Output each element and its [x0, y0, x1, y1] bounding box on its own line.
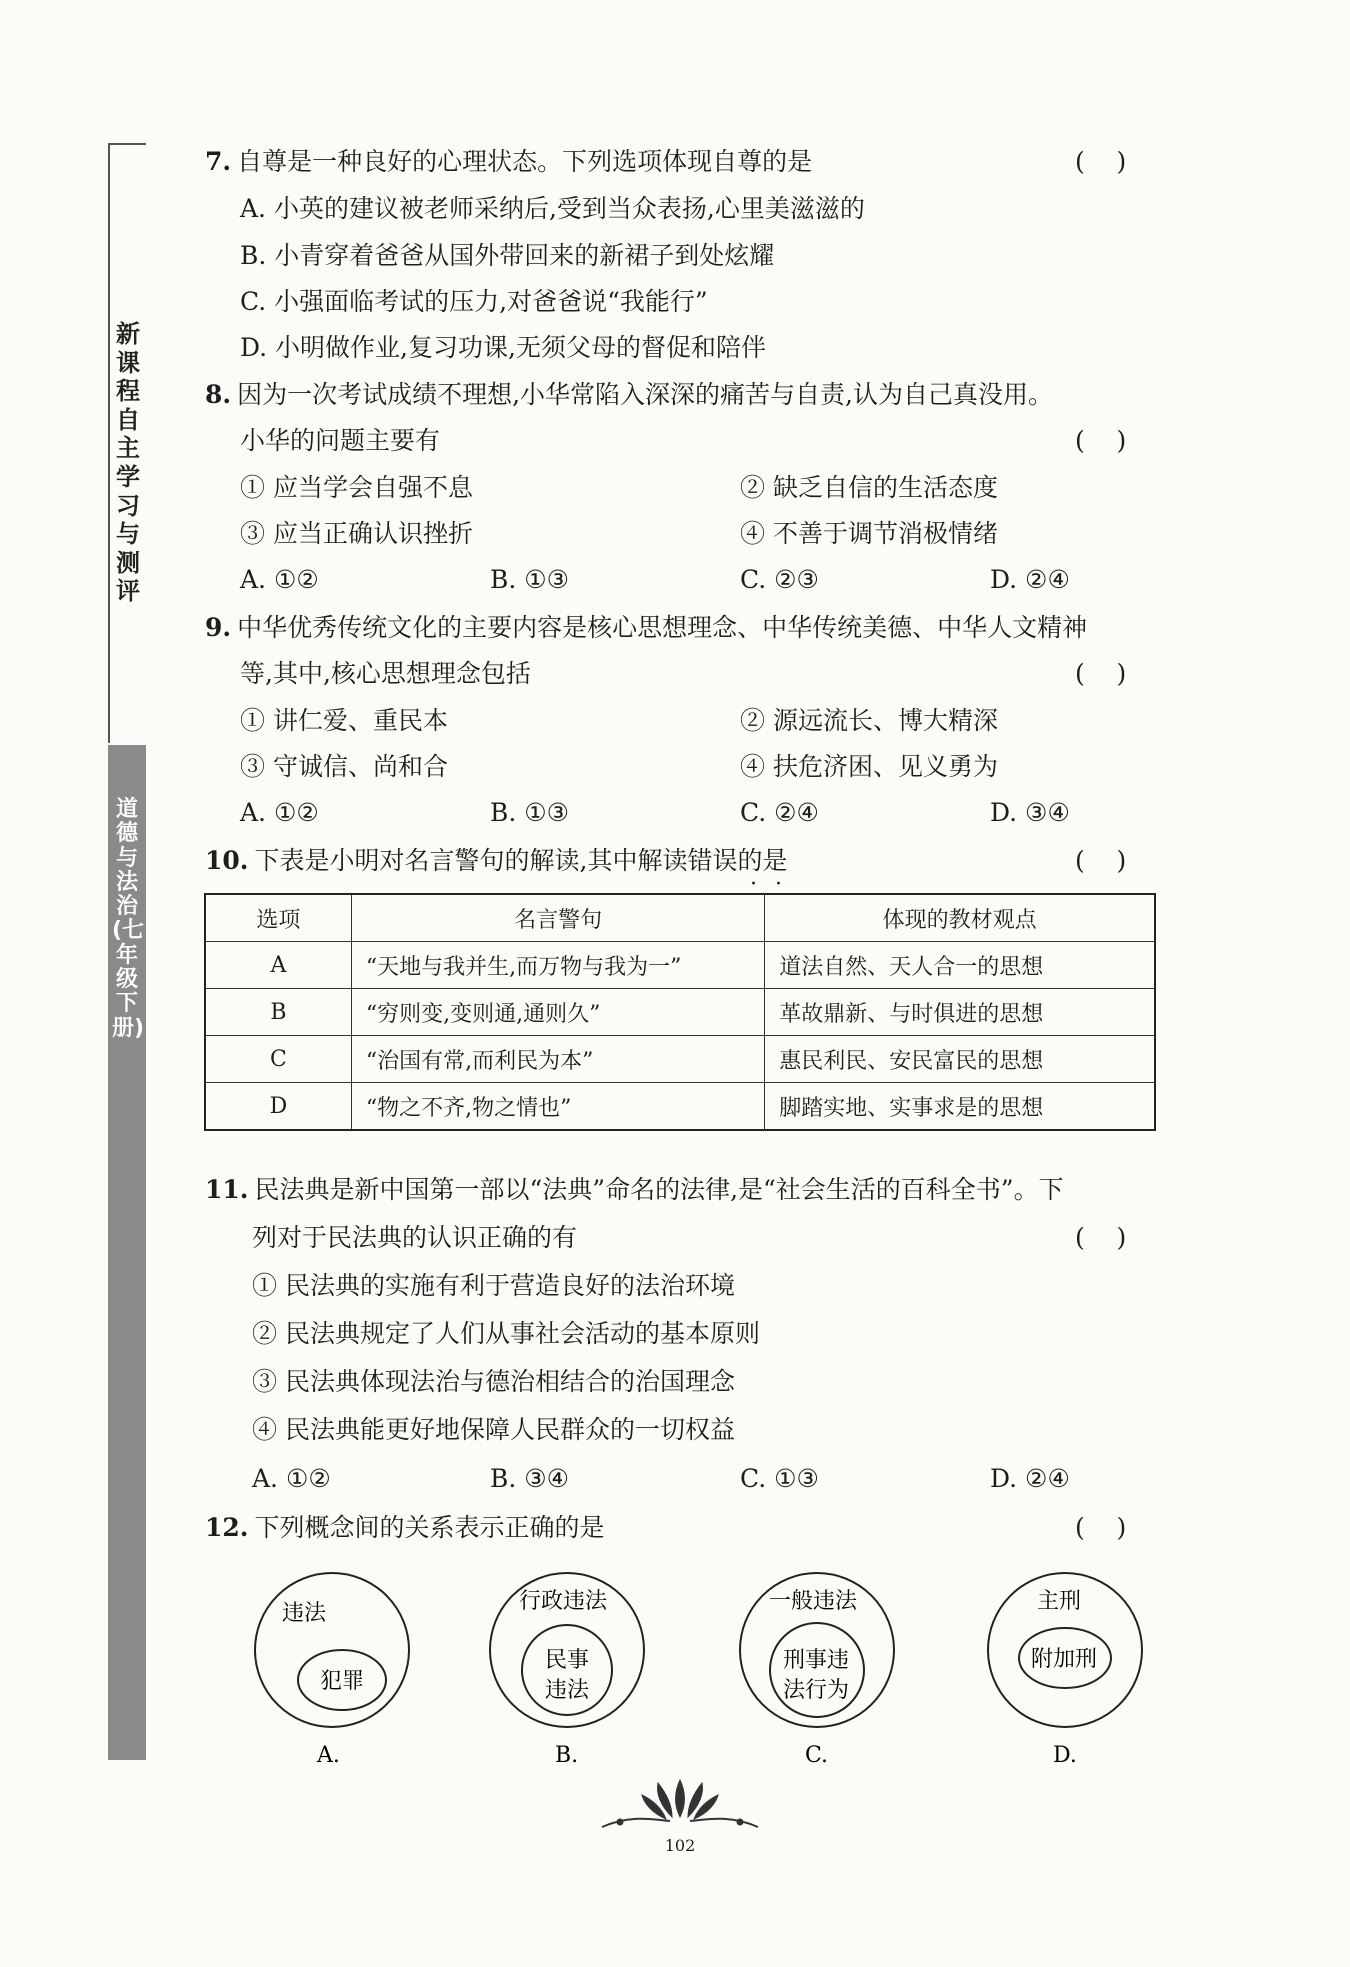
answer-parentheses: ( ) — [1075, 426, 1127, 455]
table-cell: “穷则变,变则通,通则久” — [351, 989, 764, 1036]
question-12-stem: 12. 下列概念间的关系表示正确的是 — [205, 1513, 605, 1542]
table-cell: “天地与我并生,而万物与我为一” — [351, 942, 764, 989]
question-number: 7. — [205, 147, 232, 176]
inner-label: 犯罪 — [320, 1669, 365, 1694]
option-a: A. ①② — [240, 798, 319, 827]
question-7-stem: 7. 自尊是一种良好的心理状态。下列选项体现自尊的是 — [205, 147, 813, 176]
table-header-row — [205, 894, 1155, 942]
statement-3: ③ 应当正确认识挫折 — [240, 519, 473, 548]
question-number: 8. — [205, 380, 232, 409]
answer-parentheses: ( ) — [1075, 659, 1127, 688]
table-cell: 道法自然、天人合一的思想 — [765, 942, 1155, 989]
question-10-stem: 10. 下表是小明对名言警句的解读,其中解读错误的是 — [205, 846, 788, 875]
table-cell: 惠民利民、安民富民的思想 — [765, 1036, 1155, 1083]
statement-1: ① 应当学会自强不息 — [240, 473, 473, 502]
option-b: B. ③④ — [490, 1464, 570, 1493]
question-9-stem-cont: 等,其中,核心思想理念包括 — [240, 659, 531, 688]
table-cell: B — [205, 989, 351, 1036]
venn-diagram-d — [985, 1570, 1145, 1770]
table-header: 名言警句 — [351, 894, 764, 942]
question-8-stem-cont: 小华的问题主要有 — [240, 426, 441, 455]
inner-label-line1: 刑事违 — [783, 1648, 850, 1673]
table-cell: A — [205, 942, 351, 989]
swirl-left — [602, 1819, 670, 1827]
sidebar-subject-title: 道德与法治(七年级下册) — [112, 797, 145, 1041]
option-a: A. ①② — [252, 1464, 331, 1493]
table-row — [205, 942, 1155, 989]
option-b: B. ①③ — [490, 565, 570, 594]
diagram-label: A. — [317, 1743, 340, 1768]
inner-label-line2: 法行为 — [783, 1678, 850, 1703]
table-cell: “物之不齐,物之情也” — [351, 1083, 764, 1131]
statement-3: ③ 守诚信、尚和合 — [240, 752, 448, 781]
statement-1: ① 民法典的实施有利于营造良好的法治环境 — [252, 1271, 735, 1300]
outer-label: 一般违法 — [769, 1589, 858, 1614]
question-11-stem-cont: 列对于民法典的认识正确的有 — [252, 1223, 578, 1252]
table-header: 体现的教材观点 — [765, 894, 1155, 942]
option-a: A. 小英的建议被老师采纳后,受到当众表扬,心里美滋滋的 — [240, 194, 865, 223]
quotes-table — [204, 893, 1156, 1131]
table-header: 选项 — [205, 894, 351, 942]
statement-4: ④ 民法典能更好地保障人民群众的一切权益 — [252, 1415, 735, 1444]
question-number: 10. — [205, 846, 249, 875]
venn-diagram-b — [487, 1570, 647, 1770]
statement-3: ③ 民法典体现法治与德治相结合的治国理念 — [252, 1367, 735, 1396]
question-number: 11. — [205, 1175, 249, 1204]
statement-2: ② 源远流长、博大精深 — [740, 706, 998, 735]
table-cell: 革故鼎新、与时俱进的思想 — [765, 989, 1155, 1036]
question-11-stem: 11. 民法典是新中国第一部以“法典”命名的法律,是“社会生活的百科全书”。下 — [205, 1175, 1064, 1204]
swirl-right — [690, 1819, 758, 1827]
inner-label: 附加刑 — [1031, 1647, 1098, 1672]
option-d: D. ③④ — [990, 798, 1070, 827]
option-c: C. ②④ — [740, 798, 819, 827]
leaf-center — [676, 1780, 685, 1817]
table-row — [205, 1036, 1155, 1083]
dot-right — [737, 1819, 743, 1825]
table-cell: C — [205, 1036, 351, 1083]
table-cell: D — [205, 1083, 351, 1131]
inner-label-line2: 违法 — [545, 1678, 590, 1703]
page-number: 102 — [664, 1836, 696, 1855]
option-c: C. ①③ — [740, 1464, 819, 1493]
table-row — [205, 989, 1155, 1036]
answer-parentheses: ( ) — [1075, 1513, 1127, 1542]
inner-label-line1: 民事 — [545, 1648, 590, 1673]
option-d: D. 小明做作业,复习功课,无须父母的督促和陪伴 — [240, 333, 766, 362]
option-c: C. 小强面临考试的压力,对爸爸说“我能行” — [240, 287, 708, 316]
outer-label: 违法 — [282, 1601, 327, 1626]
statement-2: ② 缺乏自信的生活态度 — [740, 473, 998, 502]
diagram-label: D. — [1053, 1743, 1077, 1768]
diagram-label: B. — [555, 1743, 579, 1768]
table-cell: “治国有常,而利民为本” — [351, 1036, 764, 1083]
dot-left — [617, 1819, 623, 1825]
question-8-stem: 8. 因为一次考试成绩不理想,小华常陷入深深的痛苦与自责,认为自己真没用。 — [205, 380, 1054, 409]
table-cell: 脚踏实地、实事求是的思想 — [765, 1083, 1155, 1131]
option-b: B. 小青穿着爸爸从国外带回来的新裙子到处炫耀 — [240, 241, 775, 270]
emphasis-dots: ·· — [750, 872, 800, 897]
statement-2: ② 民法典规定了人们从事社会活动的基本原则 — [252, 1319, 760, 1348]
option-d: D. ②④ — [990, 565, 1070, 594]
sidebar-series-title: 新课程自主学习与测评 — [116, 320, 140, 606]
outer-label: 行政违法 — [519, 1589, 608, 1614]
statement-1: ① 讲仁爱、重民本 — [240, 706, 448, 735]
diagram-label: C. — [805, 1743, 829, 1768]
answer-parentheses: ( ) — [1075, 147, 1127, 176]
venn-diagram-c — [737, 1570, 897, 1770]
option-c: C. ②③ — [740, 565, 819, 594]
option-d: D. ②④ — [990, 1464, 1070, 1493]
statement-4: ④ 不善于调节消极情绪 — [740, 519, 998, 548]
option-b: B. ①③ — [490, 798, 570, 827]
answer-parentheses: ( ) — [1075, 1223, 1127, 1252]
venn-diagram-a — [252, 1570, 412, 1770]
question-number: 12. — [205, 1513, 249, 1542]
table-row — [205, 1083, 1155, 1131]
statement-4: ④ 扶危济困、见义勇为 — [740, 752, 998, 781]
option-a: A. ①② — [240, 565, 319, 594]
question-9-stem: 9. 中华优秀传统文化的主要内容是核心思想理念、中华传统美德、中华人文精神 — [205, 613, 1088, 642]
outer-label: 主刑 — [1037, 1589, 1082, 1614]
question-number: 9. — [205, 613, 232, 642]
answer-parentheses: ( ) — [1075, 846, 1127, 875]
